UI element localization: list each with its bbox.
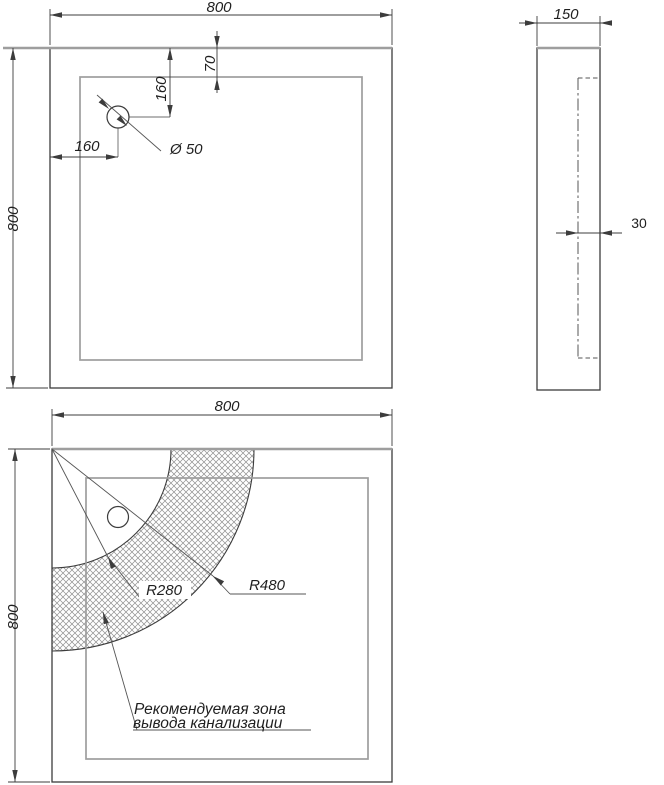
- zone-note-line2: вывода канализации: [133, 715, 283, 732]
- dim-radius-inner-label: R280: [146, 582, 182, 599]
- dim-rim-offset-label: 70: [202, 55, 219, 73]
- dim-drain-diameter-label: Ø 50: [170, 141, 203, 158]
- dim-drain-top-label: 160: [153, 76, 170, 102]
- plan-view: [3, 0, 392, 388]
- recommended-zone-hatch: [52, 449, 254, 651]
- zone-view: [5, 398, 392, 782]
- drain-hole-zone: [108, 507, 129, 528]
- dim-zone-width-label: 800: [214, 398, 240, 415]
- dim-side-wall: [556, 215, 647, 236]
- dim-plan-width-label: 800: [206, 0, 232, 16]
- dim-side-wall-label: 30: [631, 215, 647, 231]
- dim-drain-left-label: 160: [74, 138, 100, 155]
- side-outer-contour: [537, 48, 600, 390]
- dim-drain-left: [50, 138, 118, 160]
- dim-radius-outer-label: R480: [249, 577, 285, 594]
- dim-zone-width: [52, 398, 392, 446]
- dim-rim-offset: [202, 31, 220, 93]
- dim-zone-height: [5, 449, 50, 782]
- side-view: [519, 6, 647, 390]
- dim-drain-top: [153, 48, 173, 117]
- radius-ray-inner: [52, 449, 108, 557]
- dim-plan-width: [50, 0, 392, 45]
- dim-side-width: [519, 6, 612, 46]
- dim-zone-height-label: 800: [5, 604, 22, 630]
- dim-side-width-label: 150: [553, 6, 579, 23]
- dim-radius-outer: [211, 574, 306, 594]
- dim-plan-height: [5, 48, 48, 388]
- dim-plan-height-label: 800: [5, 206, 22, 232]
- zone-note-line1: Рекомендуемая зона: [134, 701, 286, 718]
